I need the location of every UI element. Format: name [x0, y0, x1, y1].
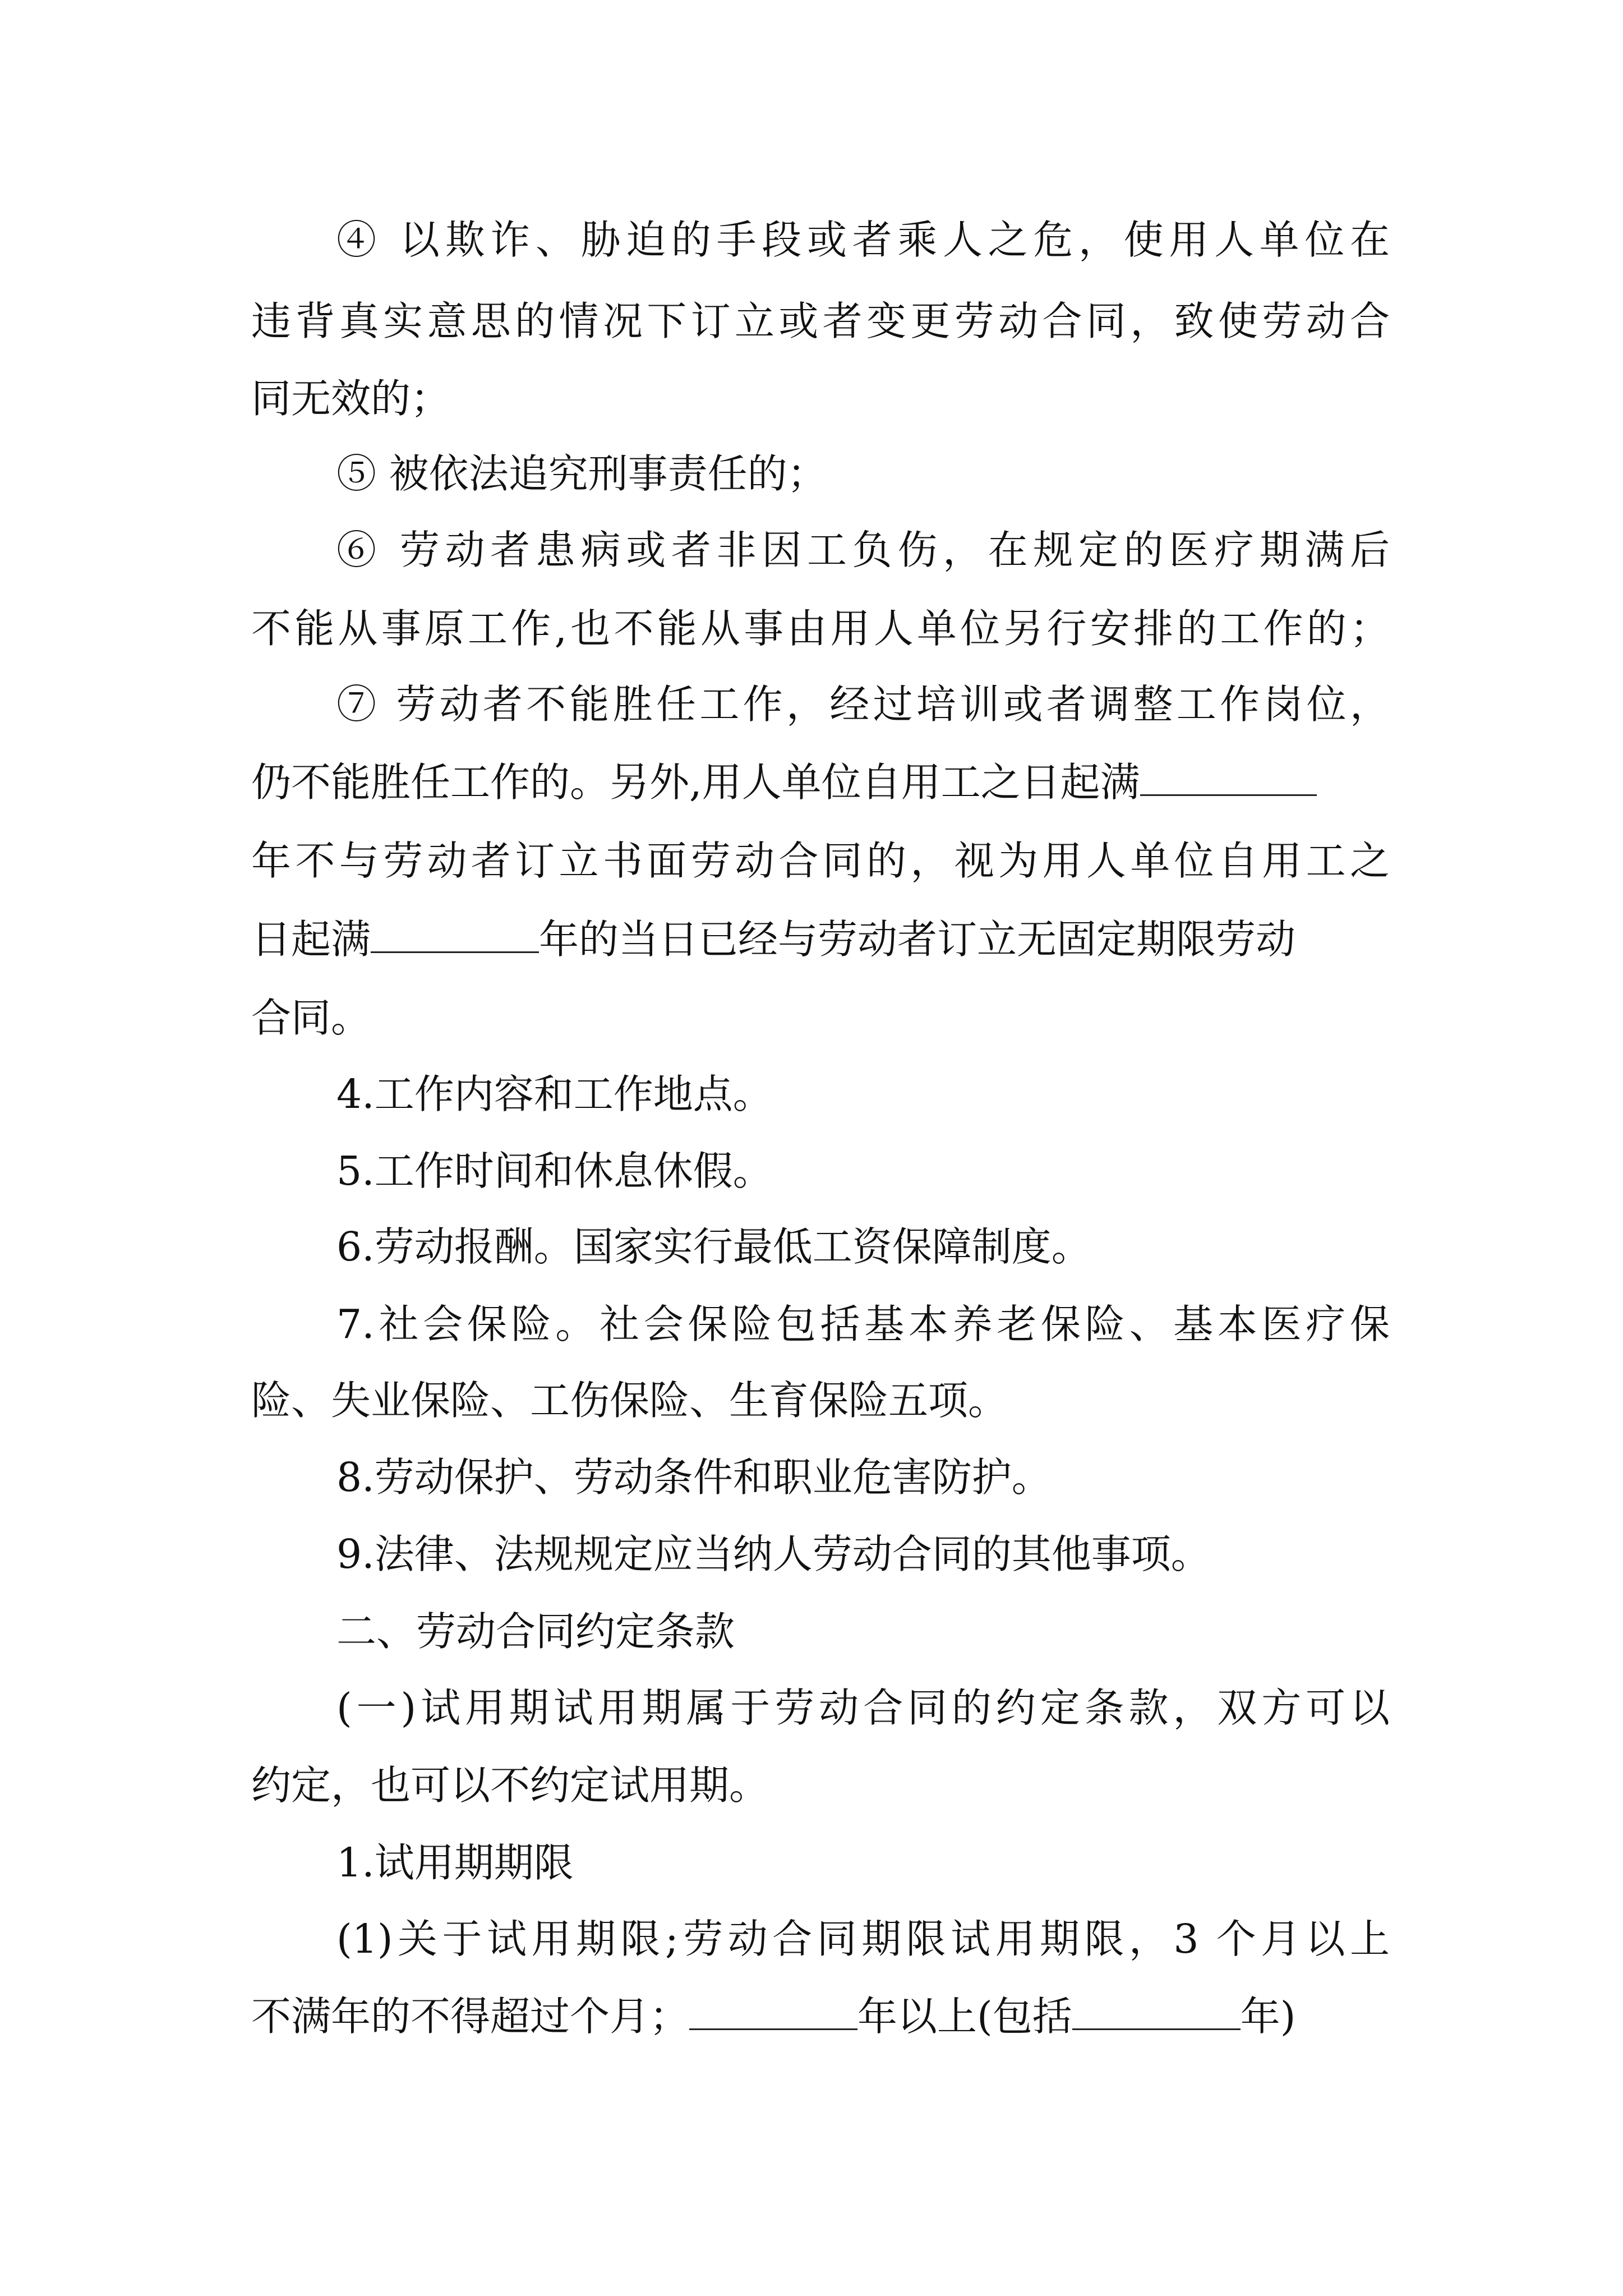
clause-7-line-2: 险、失业保险、工伤保险、生育保险五项。: [251, 1377, 1008, 1424]
probation-subheading: 1.试用期期限: [336, 1839, 574, 1886]
fill-in-blank[interactable]: [371, 918, 539, 953]
probation-limit-line-2: [251, 1991, 1390, 2042]
fill-in-blank[interactable]: [689, 1995, 857, 2030]
item-7-line-4-end: 年的当日已经与劳动者订立无固定期限劳动: [539, 916, 1296, 963]
probation-line-2: 约定，也可以不约定试用期。: [251, 1762, 769, 1809]
item-6-line-2: 不能从事原工作,也不能从事由用人单位另行安排的工作的；: [251, 605, 1390, 652]
clause-4: 4.工作内容和工作地点。: [336, 1071, 773, 1117]
item-4-line-2: 违背真实意思的情况下订立或者变更劳动合同，致使劳动合: [251, 298, 1390, 344]
limit-line-2-start: 不满年的不得超过个月；: [251, 1993, 690, 2040]
section-2-heading: 二、劳动合同约定条款: [336, 1608, 735, 1655]
item-7-line-1: ⑦ 劳动者不能胜任工作，经过培训或者调整工作岗位，: [336, 681, 1390, 728]
item-7-line-3: 年不与劳动者订立书面劳动合同的，视为用人单位自用工之: [251, 838, 1390, 884]
clause-7-line-1: 7.社会保险。社会保险包括基本养老保险、基本医疗保: [336, 1301, 1390, 1347]
item-4-line-3: 同无效的；: [251, 375, 451, 422]
probation-limit-line-1: (1)关于试用期限;劳动合同期限试用期限，3 个月以上: [336, 1916, 1390, 1962]
item-5-line-1: ⑤ 被依法追究刑事责任的；: [336, 450, 827, 497]
item-7-line-4-start: 日起满: [251, 916, 371, 963]
clause-9: 9.法律、法规规定应当纳人劳动合同的其他事项。: [336, 1531, 1211, 1577]
item-7-line-4: [251, 914, 1390, 965]
clause-8: 8.劳动保护、劳动条件和职业危害防护。: [336, 1454, 1052, 1501]
item-6-line-1: ⑥ 劳动者患病或者非因工负伤，在规定的医疗期满后: [336, 527, 1390, 573]
clause-5: 5.工作时间和休息休假。: [336, 1148, 773, 1194]
limit-line-2-middle: 年以上(包括: [857, 1993, 1072, 2040]
item-7-line-5: 合同。: [251, 995, 371, 1041]
fill-in-blank[interactable]: [1140, 761, 1317, 796]
item-4-line-1: ④ 以欺诈、胁迫的手段或者乘人之危，使用人单位在: [336, 217, 1390, 263]
fill-in-blank[interactable]: [1072, 1995, 1241, 2030]
probation-line-1: (一)试用期试用期属于劳动合同的约定条款，双方可以: [336, 1685, 1390, 1731]
item-7-line-2: [251, 757, 1390, 808]
clause-6: 6.劳动报酬。国家实行最低工资保障制度。: [336, 1223, 1091, 1270]
item-7-line-2-text: 仍不能胜任工作的。另外,用人单位自用工之日起满: [251, 759, 1140, 806]
limit-line-2-end: 年): [1240, 1993, 1296, 2040]
